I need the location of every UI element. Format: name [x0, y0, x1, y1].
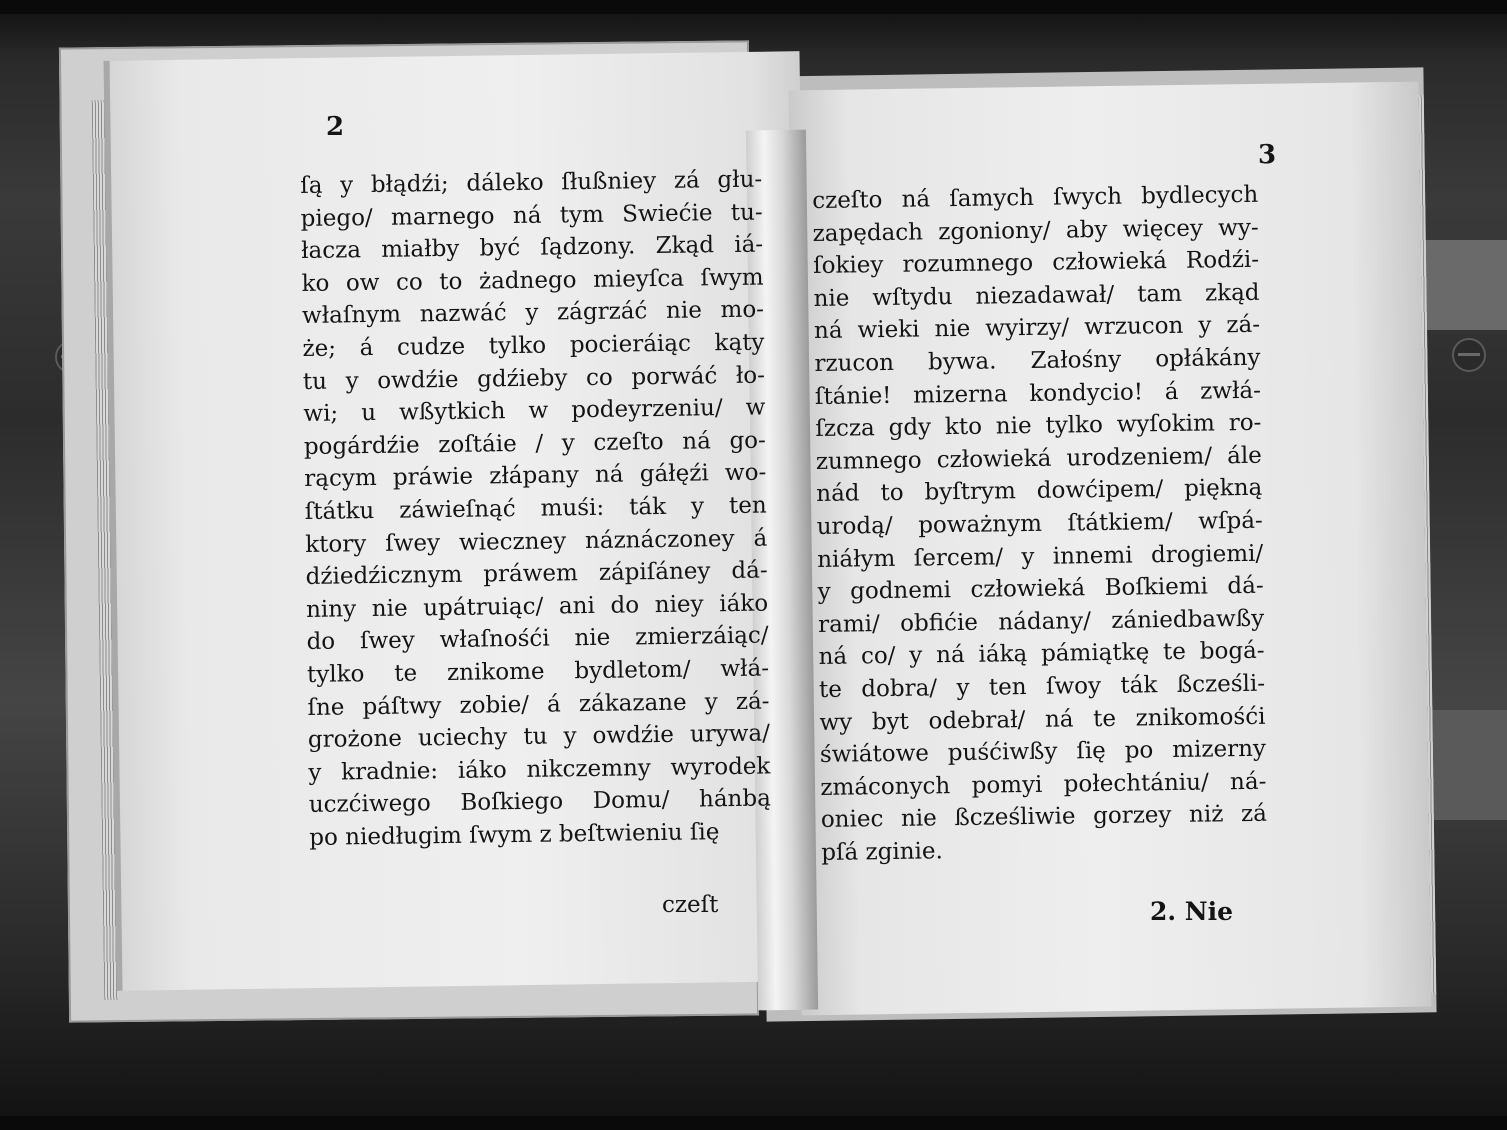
left-page-number: 2 — [326, 112, 345, 142]
right_page-line: ná co/ y ná iáką pámiątkę te bogá- — [818, 638, 1265, 671]
right_page-line: rzucon bywa. Załośny opłákány — [814, 344, 1261, 377]
left_page-line: łacza miałby być ſądzony. Zkąd iá- — [300, 231, 764, 265]
left_page-line: tu y owdźie gdźieby co porwáć ło- — [302, 362, 766, 395]
right_page-line: niáłym ſercem/ y innemi drogiemi/ — [817, 540, 1264, 573]
left_page-line: do ſwey właſnośći nie zmierzáiąc/ — [306, 622, 769, 656]
right_page-line: pſá zginie. — [821, 838, 944, 866]
right-page-text — [812, 179, 1268, 870]
right-catchword: 2. Nie — [1150, 897, 1234, 926]
left_page-line: wi; u wßytkich w podeyrzeniu/ w — [303, 394, 766, 428]
right_page-line: czeſto ná ſamych ſwych bydlecych — [812, 181, 1259, 214]
right-page-number: 3 — [1258, 140, 1277, 170]
left_page-line: niny nie upátruiąc/ ani do niey iáko — [305, 590, 769, 623]
film-edge-bottom — [0, 1116, 1507, 1130]
left_page-line: że; á cudze tylko pocieráiąc kąty — [302, 329, 765, 362]
right_page-line: ſokiey rozumnego człowieká Rodźi- — [812, 246, 1260, 280]
right_page-line: wy byt odebrał/ ná te znikomośći — [819, 703, 1266, 736]
screw-right-icon — [1452, 338, 1486, 372]
left_page-line: pogárdźie zoſtáie / y czeſto ná go- — [303, 427, 767, 460]
left_page-line: tylko te znikome bydletom/ włá- — [306, 655, 770, 688]
left_page-line: ktory ſwey wieczney náznáczoney á — [305, 525, 768, 558]
right_page-line: zumnego człowieká urodzeniem/ ále — [815, 442, 1263, 475]
left_page-line: dźiedźicznym práwem zápiſáney dá- — [305, 557, 768, 591]
right_page-line: zmáconych pomyi połechtániu/ ná- — [820, 768, 1267, 801]
right_page-line: ſzcza gdy kto nie tylko wyſokim ro- — [815, 409, 1262, 443]
right_page-line: ná wieki nie wyirzy/ wrzucon y zá- — [813, 312, 1261, 345]
left_page-line: właſnym nazwáć y zágrzáć nie mo- — [301, 296, 765, 330]
left_page-line: ko ow co to żadnego mieyſca ſwym — [301, 264, 764, 297]
right_page-line: nád to byſtrym dowćipem/ piękną — [816, 475, 1263, 508]
right_page-line: te dobra/ y ten ſwoy ták ßcześli- — [818, 670, 1266, 703]
left_page-line: piego/ marnego ná tym Swiećie tu- — [300, 199, 763, 232]
right_page-line: świátowe puśćiwßy ſię po mizerny — [819, 735, 1267, 769]
right_page-line: y godnemi człowieká Boſkiemi dá- — [817, 572, 1264, 606]
right_page-line: ſtánie! mizerna kondycio! á zwłá- — [814, 377, 1262, 410]
left_page-line: grożone uciechy tu y owdźie urywa/ — [307, 720, 771, 754]
left_page-line: rącym práwie złápany ná gáłęźi wo- — [304, 459, 767, 493]
right_page-line: urodą/ poważnym ſtátkiem/ wſpá- — [816, 507, 1263, 540]
left_page-line: ſtátku záwieſnąć muśi: ták y ten — [304, 492, 767, 525]
left_page-line: ſą y błądźi; dáleko ſłußniey zá głu- — [300, 166, 763, 199]
left-page-text — [300, 164, 772, 855]
left_page-line: uczćiwego Boſkiego Domu/ hánbą — [308, 785, 772, 819]
right_page-line: nie wſtydu niezadawał/ tam zkąd — [813, 279, 1260, 312]
left_page-line: po niedługim ſwym z beſtwieniu ſię — [309, 819, 720, 851]
left_page-line: ſne páſtwy zobie/ á zákazane y zá- — [307, 687, 770, 721]
film-edge-top — [0, 0, 1507, 14]
left_page-line: y kradnie: iáko nikczemny wyrodek — [308, 753, 771, 786]
book-clasp-upper — [1417, 240, 1507, 330]
right_page-line: rami/ obfićie nádany/ zániedbawßy — [817, 605, 1265, 638]
left-catchword: czeſt — [662, 892, 719, 918]
right_page-line: oniec nie ßcześliwie gorzey niż zá — [820, 800, 1268, 834]
right_page-line: zapędach zgoniony/ aby więcey wy- — [812, 214, 1259, 247]
